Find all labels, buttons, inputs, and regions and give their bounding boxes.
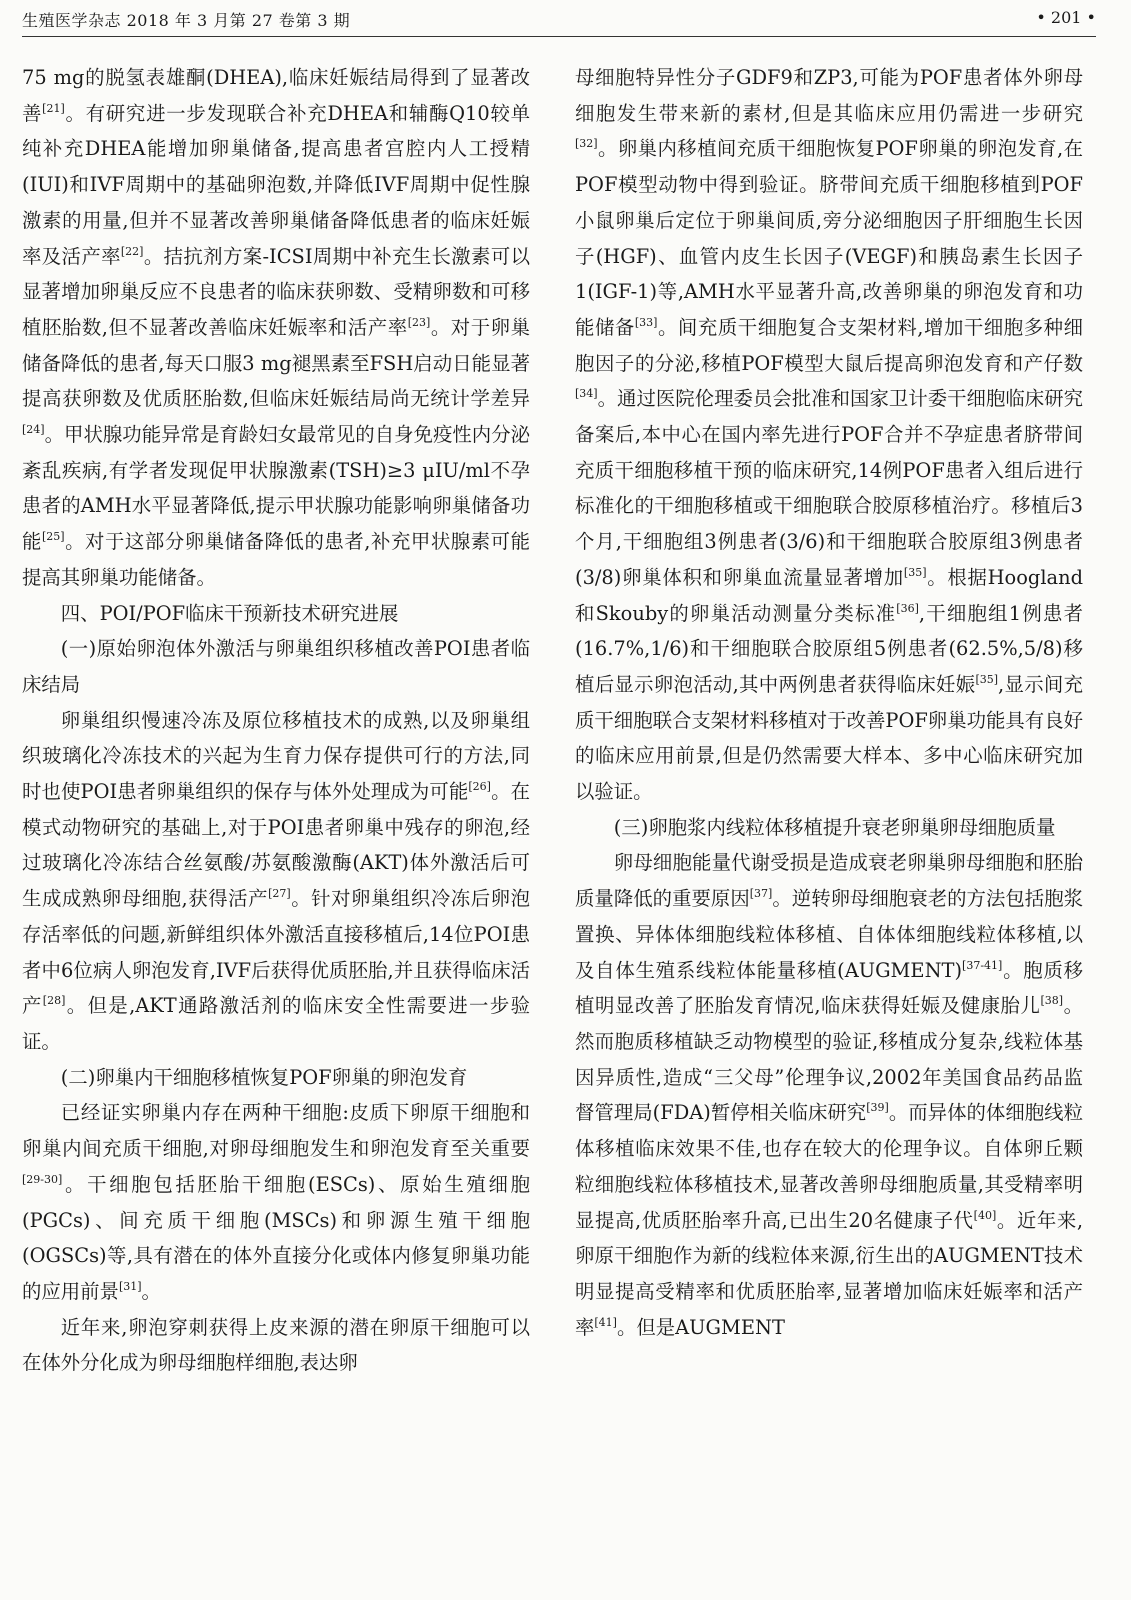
text-run: 卵巢组织慢速冷冻及原位移植技术的成熟,以及卵巢组织玻璃化冷冻技术的兴起为生育力保存提供可行的方法,同时也使POI患者卵巢组织的保存与体外处理成为可能 [22, 708, 530, 804]
text-run: 。 [141, 1279, 161, 1303]
citation-ref: [31] [118, 1279, 142, 1293]
paragraph [22, 703, 530, 1060]
citation-ref: [32] [575, 137, 598, 151]
paragraph [575, 810, 1083, 846]
text-run: 近年来,卵泡穿刺获得上皮来源的潜在卵原干细胞可以在体外分化成为卵母细胞样细胞,表达卵 [22, 1315, 530, 1375]
text-run: 。拮抗剂方案-ICSI周期中补充生长激素可以显著增加卵巢反应不良患者的临床获卵数、受精卵数和可移植胚胎数,但不显著改善临床妊娠率和活产率 [22, 244, 530, 339]
citation-ref: [33] [634, 315, 658, 329]
citation-ref: [28] [42, 994, 66, 1008]
citation-ref: [23] [407, 315, 431, 329]
text-run: (一)原始卵泡体外激活与卵巢组织移植改善POI患者临床结局 [22, 637, 530, 696]
text-run: 。在模式动物研究的基础上,对于POI患者卵巢中残存的卵泡,经过玻璃化冷冻结合丝氨酸/苏氨酸激酶(AKT)体外激活后可生成成熟卵母细胞,获得活产 [22, 780, 530, 911]
paragraph [22, 60, 530, 596]
left-column [22, 60, 530, 1381]
citation-ref: [35] [975, 672, 999, 686]
paragraph [22, 1310, 530, 1381]
text-run: 。有研究进一步发现联合补充DHEA和辅酶Q10较单纯补充DHEA能增加卵巢储备,提高患者宫腔内人工授精(IUI)和IVF周期中的基础卵泡数,并降低IVF周期中促性腺激素的用量,但并不显著改善卵巢储备降低患者的临床妊娠率及活产率 [22, 101, 531, 268]
page-number: • 201 • [1036, 8, 1096, 27]
text-run: 卵母细胞能量代谢受损是造成衰老卵巢卵母细胞和胚胎质量降低的重要原因 [575, 851, 1083, 911]
journal-title: 生殖医学杂志 2018 年 3 月第 27 卷第 3 期 [22, 11, 351, 30]
text-run: 。但是AUGMENT [616, 1315, 785, 1339]
text-run: 。而异体的体细胞线粒体移植临床效果不佳,也存在较大的伦理争议。自体卵丘颗粒细胞线粒体移植技术,显著改善卵母细胞质量,其受精率明显提高,优质胚胎率升高,已出生20名健康子代 [575, 1101, 1083, 1232]
text-run: 。对于这部分卵巢储备降低的患者,补充甲状腺素可能提高其卵巢功能储备。 [22, 530, 530, 589]
paragraph [575, 845, 1083, 1345]
text-run: 。甲状腺功能异常是育龄妇女最常见的自身免疫性内分泌紊乱疾病,有学者发现促甲状腺激素(TSH)≥3 μIU/ml不孕患者的AMH水平显著降低,提示甲状腺功能影响卵巢储备功能 [22, 423, 530, 554]
citation-ref: [24] [22, 423, 45, 437]
text-run: 。对于卵巢储备降低的患者,每天口服3 mg褪黑素至FSH启动日能显著提高获卵数及优质胚胎数,但临床妊娠结局尚无统计学差异 [22, 315, 531, 411]
right-column [575, 60, 1083, 1345]
text-run: 已经证实卵巢内存在两种干细胞:皮质下卵原干细胞和卵巢内间充质干细胞,对卵母细胞发生和卵泡发育至关重要 [22, 1101, 530, 1161]
citation-ref: [35] [903, 565, 927, 579]
text-run: 。近年来,卵原干细胞作为新的线粒体来源,衍生出的AUGMENT技术明显提高受精率和优质胚胎率,显著增加临床妊娠率和活产率 [575, 1208, 1083, 1339]
citation-ref: [37] [749, 887, 773, 901]
citation-ref: [22] [120, 244, 144, 258]
citation-ref: [21] [42, 101, 65, 115]
paragraph [22, 1060, 530, 1096]
text-run: 。针对卵巢组织冷冻后卵泡存活率低的问题,新鲜组织体外激活直接移植后,14位POI患者中6位病人卵泡发育,IVF后获得优质胚胎,并且获得临床活产 [22, 887, 530, 1018]
running-header [22, 6, 1096, 37]
text-run: (二)卵巢内干细胞移植恢复POF卵巢的卵泡发育 [60, 1065, 468, 1089]
text-run: ,干细胞组1例患者(16.7%,1/6)和干细胞联合胶原组5例患者(62.5%,5/8)移植后显示卵泡活动,其中两例患者获得临床妊娠 [575, 601, 1083, 696]
paragraph [22, 596, 530, 632]
text-run: 。逆转卵母细胞衰老的方法包括胞浆置换、异体体细胞线粒体移植、自体体细胞线粒体移植,以及自体生殖系线粒体能量移植(AUGMENT) [575, 887, 1084, 982]
citation-ref: [36] [896, 601, 919, 615]
citation-ref: [38] [1040, 994, 1064, 1008]
citation-ref: [37-41] [962, 958, 1003, 972]
text-run: 。卵巢内移植间充质干细胞恢复POF卵巢的卵泡发育,在POF模型动物中得到验证。脐带间充质干细胞移植到POF小鼠卵巢后定位于卵巢间质,旁分泌细胞因子肝细胞生长因子(HGF)、血管内皮生长因子(VEGF)和胰岛素生长因子1(IGF-1)等,AMH水平显著升高,改善卵巢的卵泡发育和功能储备 [575, 137, 1083, 339]
citation-ref: [27] [268, 887, 291, 901]
text-run: (三)卵胞浆内线粒体移植提升衰老卵巢卵母细胞质量 [613, 815, 1056, 839]
text-run: 四、POI/POF临床干预新技术研究进展 [60, 601, 399, 625]
paragraph [22, 1095, 530, 1309]
text-run: 母细胞特异性分子GDF9和ZP3,可能为POF患者体外卵母细胞发生带来新的素材,但是其临床应用仍需进一步研究 [575, 66, 1083, 125]
paragraph [22, 631, 530, 702]
text-run: 。通过医院伦理委员会批准和国家卫计委干细胞临床研究备案后,本中心在国内率先进行POF合并不孕症患者脐带间充质干细胞移植干预的临床研究,14例POF患者入组后进行标准化的干细胞移植或干细胞联合胶原移植治疗。移植后3个月,干细胞组3例患者(3/6)和干细胞联合胶原组3例患者(3/8)卵巢体积和卵巢血流量显著增加 [575, 387, 1083, 589]
text-run: 75 mg的脱氢表雄酮(DHEA),临床妊娠结局得到了显著改善 [22, 66, 530, 125]
citation-ref: [26] [468, 780, 491, 794]
paragraph [575, 60, 1083, 810]
text-run: 。但是,AKT通路激活剂的临床安全性需要进一步验证。 [22, 994, 531, 1053]
text-run: ,显示间充质干细胞联合支架材料移植对于改善POF卵巢功能具有良好的临床应用前景,但是仍然需要大样本、多中心临床研究加以验证。 [575, 672, 1083, 804]
citation-ref: [34] [575, 387, 598, 401]
citation-ref: [25] [41, 530, 65, 544]
citation-ref: [39] [866, 1101, 889, 1115]
text-run: 。间充质干细胞复合支架材料,增加干细胞多种细胞因子的分泌,移植POF模型大鼠后提高卵泡发育和产仔数 [575, 315, 1083, 375]
citation-ref: [40] [973, 1208, 997, 1222]
text-run: 。干细胞包括胚胎干细胞(ESCs)、原始生殖细胞(PGCs)、间充质干细胞(MSCs)和卵源生殖干细胞(OGSCs)等,具有潜在的体外直接分化或体内修复卵巢功能的应用前景 [22, 1172, 530, 1303]
text-run: 。然而胞质移植缺乏动物模型的验证,移植成分复杂,线粒体基因异质性,造成“三父母”伦理争议,2002年美国食品药品监督管理局(FDA)暂停相关临床研究 [575, 994, 1083, 1125]
text-run: 。根据Hoogland和Skouby的卵巢活动测量分类标准 [575, 565, 1083, 625]
citation-ref: [41] [594, 1315, 617, 1329]
text-run: 。胞质移植明显改善了胚胎发育情况,临床获得妊娠及健康胎儿 [575, 958, 1084, 1018]
citation-ref: [29-30] [22, 1172, 63, 1186]
